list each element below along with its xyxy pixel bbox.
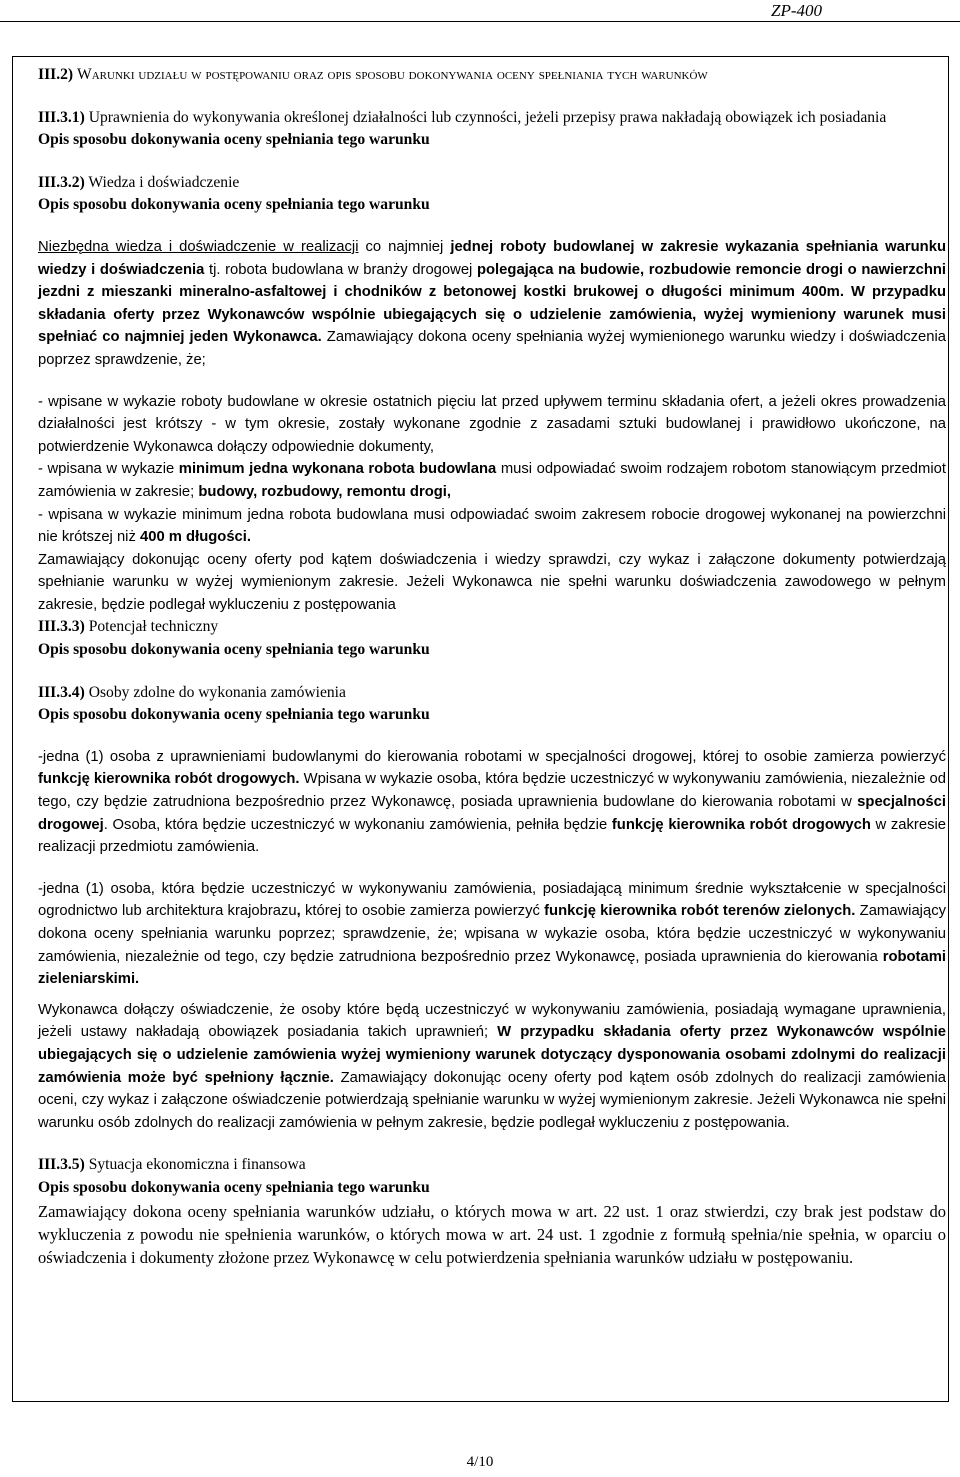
- s5-paragraph-1: Zamawiający dokona oceny spełniania warunków udziału, o których mowa w art. 22 ust. 1 oraz stwierdzi, czy brak jest podstaw do wykluczenia z powodu nie spełnienia warunków, o których mowa w art. 24 ust. 1 zgodnie z formułą spełnia/nie spełnia, w oparciu o oświadczenia i dokumenty złożone przez Wykonawcę w celu potwierdzenia spełniania warunków udziału w postępowaniu.: [38, 1201, 946, 1267]
- s5-title: Sytuacja ekonomiczna i finansowa: [88, 1156, 306, 1174]
- s3-heading: III.3.3) Potencjał techniczny: [38, 618, 219, 636]
- page-header: [0, 0, 960, 22]
- s4-heading: III.3.4) Osoby zdolne do wykonania zamówienia: [38, 683, 346, 701]
- s3-opis: Opis sposobu dokonywania oceny spełniania tego warunku: [38, 641, 430, 659]
- s2-title: Wiedza i doświadczenie: [88, 173, 240, 191]
- s1-title: Uprawnienia do wykonywania określonej działalności lub czynności, jeżeli przepisy prawa nakładają obowiązek ich posiadania: [88, 108, 887, 126]
- s4-title: Osoby zdolne do wykonania zamówienia: [88, 683, 346, 701]
- s2-heading: III.3.2) Wiedza i doświadczenie: [38, 173, 240, 191]
- s4-paragraph-2: -jedna (1) osoba, która będzie uczestniczyć w wykonywaniu zamówienia, posiadającą minimum średnie wykształcenie w specjalności ogrodnictwo lub architektura krajobrazu, której to osobie zamierza powierzyć funkcję kierownika robót terenów zielonych. Zamawiający dokona oceny spełniania warunku poprzez; sprawdzenie, że; wpisana w wykazie osoba, która będzie uczestniczyć w wykonywaniu zamówienia, niezależnie od tego, czy będzie zatrudniona bezpośrednio przez Wykonawcę, posiada uprawnienia do kierowania robotami zieleniarskimi.: [38, 880, 946, 988]
- page-number: 4/10: [466, 1454, 494, 1470]
- s5-opis: Opis sposobu dokonywania oceny spełniania tego warunku: [38, 1178, 430, 1196]
- s4-paragraph-1: -jedna (1) osoba z uprawnieniami budowlanymi do kierowania robotami w specjalności drogowej, której to osobie zamierza powierzyć funkcję kierownika robót drogowych. Wpisana w wykazie osoba, która będzie uczestniczyć w wykonywaniu zamówienia, niezależnie od tego, czy będzie zatrudniona bezpośrednio przez Wykonawcę, posiada uprawnienia budowlane do kierowania robotami w specjalności drogowej. Osoba, która będzie uczestniczyć w wykonaniu zamówienia, pełniła będzie funkcję kierownika robót drogowych w zakresie realizacji przedmiotu zamówienia.: [38, 748, 946, 856]
- document-code: ZP-400: [771, 1, 822, 20]
- s4-opis: Opis sposobu dokonywania oceny spełniania tego warunku: [38, 706, 430, 724]
- s5-heading: III.3.5) Sytuacja ekonomiczna i finansowa: [38, 1156, 306, 1174]
- s4-paragraph-3: Wykonawca dołączy oświadczenie, że osoby które będą uczestniczyć w wykonywaniu zamówienia, posiadają wymagane uprawnienia, jeżeli ustawy nakładają obowiązek posiadania takich uprawnień; W przypadku składania oferty przez Wykonawców wspólnie ubiegających się o udzielenie zamówienia wyżej wymieniony warunek dotyczący dysponowania osobami zdolnymi do realizacji zamówienia może być spełniony łącznie. Zamawiający dokonując oceny oferty pod kątem osób zdolnych do realizacji zamówienia oceni, czy wykaz i załączone oświadczenie potwierdzają spełnianie warunku w wyżej wymienionym zakresie. Jeżeli Wykonawca nie spełni warunku osób zdolnych do realizacji zamówienia w pełnym zakresie, będzie podlegał wykluczeniu z postępowania.: [38, 1001, 947, 1131]
- header-rule: [0, 21, 960, 22]
- s2-paragraph-4: - wpisana w wykazie minimum jedna robota budowlana musi odpowiadać swoim zakresem robocie drogowej wykonanej na powierzchni nie krótszej niż 400 m długości.: [38, 506, 946, 546]
- s2-paragraph-2: - wpisane w wykazie roboty budowlane w okresie ostatnich pięciu lat przed upływem terminu składania ofert, a jeżeli okres prowadzenia działalności jest krótszy - w tym okresie, zostały wykonane zgodnie z zasadami sztuki budowlanej i prawidłowo ukończone, na potwierdzenie Wykonawca dołączy odpowiednie dokumenty,: [38, 393, 946, 455]
- document-body: [38, 64, 946, 1269]
- s2-opis: Opis sposobu dokonywania oceny spełniania tego warunku: [38, 196, 430, 214]
- s2-paragraph-1: Niezbędna wiedza i doświadczenie w realizacji co najmniej jednej roboty budowlanej w zakresie wykazania spełniania warunku wiedzy i doświadczenia tj. robota budowlana w branży drogowej polegająca na budowie, rozbudowie remoncie drogi o nawierzchni jezdni z mieszanki mineralno-asfaltowej i chodników z betonowej kostki brukowej o długości minimum 400m. W przypadku składania oferty przez Wykonawców wspólnie ubiegających się o udzielenie zamówienia, wyżej wymieniony warunek musi spełniać co najmniej jeden Wykonawca. Zamawiający dokona oceny spełniania wyżej wymienionego warunku wiedzy i doświadczenia poprzez sprawdzenie, że;: [38, 238, 947, 368]
- section-heading: III.2) Warunki udziału w postępowaniu oraz opis sposobu dokonywania oceny spełniania tych warunków: [38, 66, 708, 83]
- s2-paragraph-3: - wpisana w wykazie minimum jedna wykonana robota budowlana musi odpowiadać swoim rodzajem robotom stanowiącym przedmiot zamówienia w zakresie; budowy, rozbudowy, remontu drogi,: [38, 461, 946, 500]
- s1-opis: Opis sposobu dokonywania oceny spełniania tego warunku: [38, 131, 430, 149]
- s2-paragraph-5: Zamawiający dokonując oceny oferty pod kątem doświadczenia i wiedzy sprawdzi, czy wykaz i załączone dokumenty potwierdzają spełnianie warunku w wyżej wymienionym zakresie. Jeżeli Wykonawca nie spełni warunku doświadczenia zawodowego w pełnym zakresie, będzie podlegał wykluczeniu z postępowania: [38, 551, 946, 613]
- s1-heading: III.3.1) Uprawnienia do wykonywania określonej działalności lub czynności, jeżeli przepisy prawa nakładają obowiązek ich posiadania: [38, 108, 887, 126]
- section-title: Warunki udziału w postępowaniu oraz opis sposobu dokonywania oceny spełniania tych warunków: [77, 66, 708, 83]
- s3-title: Potencjał techniczny: [88, 618, 219, 636]
